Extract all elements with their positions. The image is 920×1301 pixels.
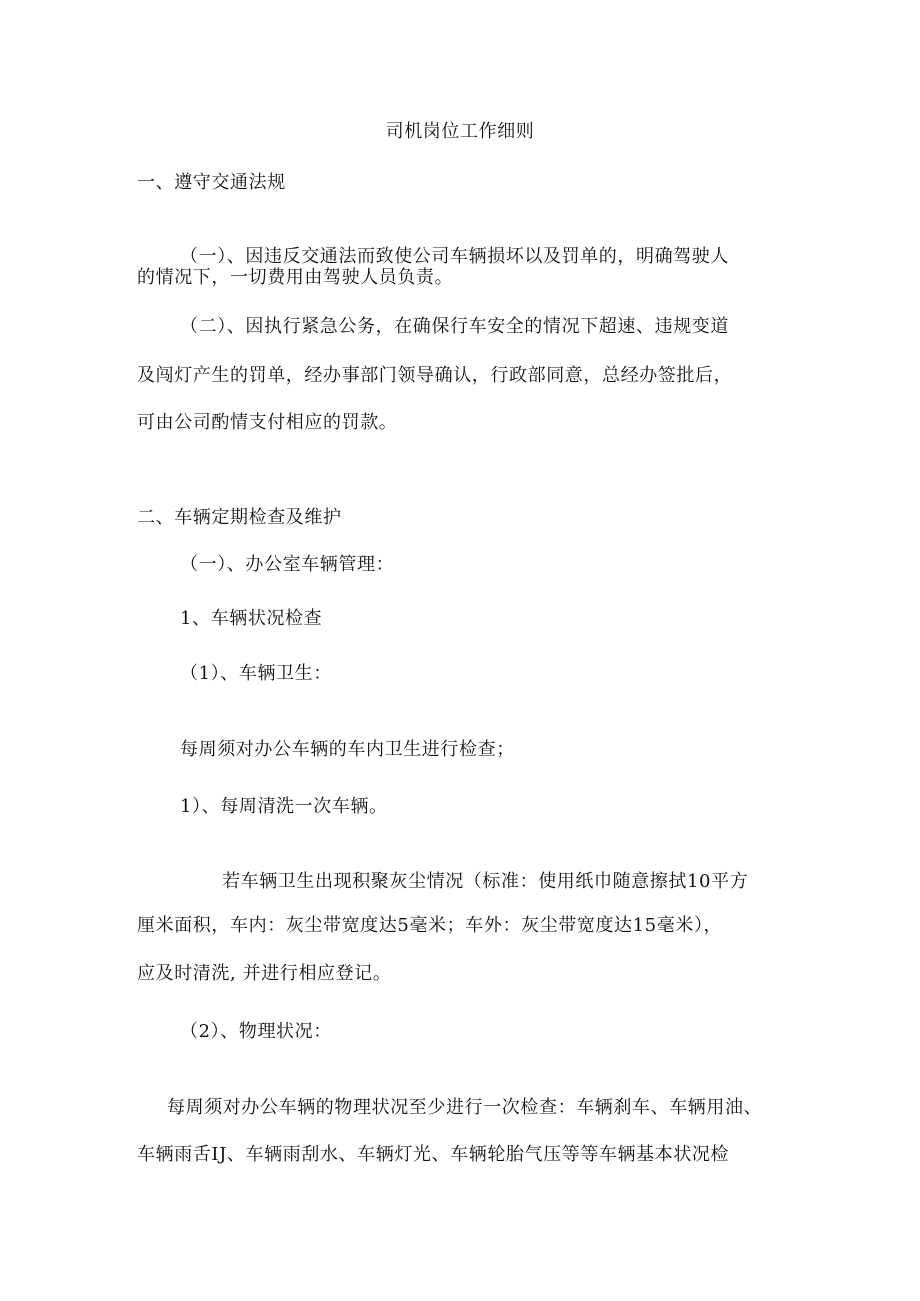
paragraph-line: 每周须对办公车辆的物理状况至少进行一次检查：车辆刹车、车辆用油、 [167, 1097, 763, 1118]
subitem-heading: （2）、物理状况： [180, 1021, 332, 1042]
paragraph-line: 厘米面积，车内：灰尘带宽度达5毫米；车外：灰尘带宽度达15毫米）， [137, 915, 723, 936]
subsection-heading: （一）、办公室车辆管理： [180, 554, 395, 575]
subitem-heading: （1）、车辆卫生： [180, 663, 332, 684]
paragraph-line: 每周须对办公车辆的车内卫生进行检查； [180, 739, 515, 760]
section-heading-2: 二、车辆定期检查及维护 [137, 507, 342, 528]
paragraph-line: （一）、因违反交通法而致使公司车辆损坏以及罚单的，明确驾驶人 [180, 246, 729, 267]
paragraph-line: （二）、因执行紧急公务，在确保行车安全的情况下超速、违规变道 [180, 316, 729, 337]
item-heading: 1、车辆状况检查 [180, 608, 323, 629]
paragraph-line: 及闯灯产生的罚单，经办事部门领导确认，行政部同意，总经办签批后， [137, 365, 733, 386]
document-title: 司机岗位工作细则 [385, 121, 535, 142]
paragraph-line: 应及时清洗, 并进行相应登记。 [137, 963, 392, 984]
list-item: 1）、每周清洗一次车辆。 [180, 796, 388, 817]
paragraph-line: 可由公司酌情支付相应的罚款。 [137, 412, 398, 433]
paragraph-line: 的情况下，一切费用由驾驶人员负责。 [137, 267, 454, 288]
section-heading-1: 一、遵守交通法规 [137, 172, 286, 193]
paragraph-line: 车辆雨舌IJ、车辆雨刮水、车辆灯光、车辆轮胎气压等等车辆基本状况检 [137, 1144, 730, 1165]
paragraph-line: 若车辆卫生出现积聚灰尘情况（标准：使用纸巾随意擦拭10平方 [222, 871, 749, 892]
